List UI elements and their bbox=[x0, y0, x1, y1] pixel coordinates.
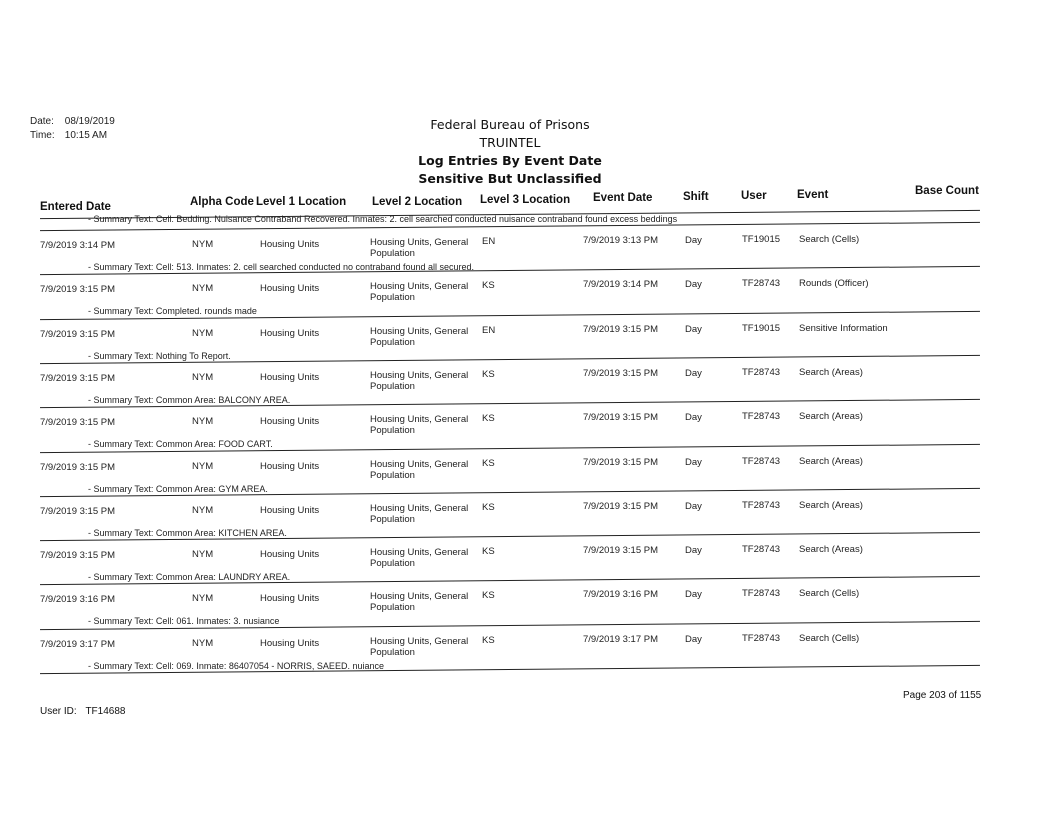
cell-user: TF28743 bbox=[742, 632, 781, 644]
cell-shift: Day bbox=[685, 633, 702, 645]
report-date bbox=[30, 116, 115, 127]
cell-shift: Day bbox=[685, 235, 702, 246]
summary-text: - Summary Text: Cell: 513. Inmates: 2. cell searched conducted no contraband found all secured. bbox=[88, 262, 475, 272]
cell-level1: Housing Units bbox=[260, 327, 320, 339]
cell-level3: KS bbox=[482, 457, 495, 469]
cell-shift: Day bbox=[685, 367, 702, 379]
cell-level1: Housing Units bbox=[260, 460, 320, 472]
cell-level2: Housing Units, General Population bbox=[370, 237, 469, 259]
cell-entered-date: 7/9/2019 3:15 PM bbox=[40, 417, 115, 429]
cell-level3: KS bbox=[482, 501, 495, 513]
col-level2: Level 2 Location bbox=[372, 196, 463, 208]
cell-level2: Housing Units, General Population bbox=[370, 547, 469, 570]
cell-level2: Housing Units, General Population bbox=[370, 325, 469, 348]
summary-text: - Summary Text: Common Area: GYM AREA. bbox=[88, 483, 268, 494]
cell-event-date: 7/9/2019 3:13 PM bbox=[583, 235, 658, 246]
cell-alpha-code: NYM bbox=[192, 637, 214, 649]
cell-entered-date: 7/9/2019 3:15 PM bbox=[40, 550, 115, 562]
title-system: TRUINTEL bbox=[479, 135, 541, 150]
cell-event-date: 7/9/2019 3:15 PM bbox=[583, 456, 658, 468]
cell-event-date: 7/9/2019 3:15 PM bbox=[583, 500, 658, 512]
time-label: Time: bbox=[30, 130, 55, 141]
col-level1: Level 1 Location bbox=[256, 196, 347, 208]
cell-event-date: 7/9/2019 3:15 PM bbox=[583, 545, 658, 557]
table-row bbox=[40, 500, 980, 544]
cell-user: TF28743 bbox=[742, 411, 781, 423]
cell-level2: Housing Units, General Population bbox=[370, 414, 469, 437]
cell-user: TF19015 bbox=[742, 234, 781, 245]
cell-level1: Housing Units bbox=[260, 593, 320, 605]
cell-shift: Day bbox=[685, 412, 702, 424]
cell-level1: Housing Units bbox=[260, 549, 320, 561]
cell-level2: Housing Units, General Population bbox=[370, 635, 469, 658]
cell-alpha-code: NYM bbox=[192, 416, 214, 428]
page-number: Page 203 of 1155 bbox=[903, 690, 982, 701]
table-row bbox=[40, 234, 980, 278]
cell-alpha-code: NYM bbox=[192, 371, 214, 383]
cell-level2: Housing Units, General Population bbox=[370, 281, 469, 304]
cell-entered-date: 7/9/2019 3:15 PM bbox=[40, 284, 115, 296]
col-event-date: Event Date bbox=[593, 192, 653, 204]
summary-text: - Summary Text: Common Area: FOOD CART. bbox=[88, 439, 273, 450]
cell-level3: KS bbox=[482, 280, 495, 292]
cell-alpha-code: NYM bbox=[192, 239, 214, 250]
cell-user: TF28743 bbox=[742, 366, 781, 378]
cell-shift: Day bbox=[685, 456, 702, 468]
cell-alpha-code: NYM bbox=[192, 593, 214, 605]
cell-shift: Day bbox=[685, 545, 702, 557]
cell-level2: Housing Units, General Population bbox=[370, 458, 469, 481]
cell-event: Search (Areas) bbox=[799, 544, 863, 556]
cell-shift: Day bbox=[685, 500, 702, 512]
col-event: Event bbox=[797, 189, 829, 201]
cell-level1: Housing Units bbox=[260, 239, 320, 250]
summary-text: - Summary Text: Completed. rounds made bbox=[88, 306, 257, 317]
col-shift: Shift bbox=[683, 191, 709, 203]
cell-alpha-code: NYM bbox=[192, 327, 214, 339]
time-value: 10:15 AM bbox=[64, 130, 108, 141]
title-report-name: Log Entries By Event Date bbox=[418, 153, 602, 168]
cell-event-date: 7/9/2019 3:17 PM bbox=[583, 633, 658, 645]
table-row bbox=[40, 544, 980, 588]
col-alpha-code: Alpha Code bbox=[190, 196, 254, 208]
date-label: Date: bbox=[30, 116, 54, 127]
cell-level3: KS bbox=[482, 413, 495, 425]
cell-user: TF28743 bbox=[742, 588, 781, 600]
summary-text: - Summary Text: Cell: 069. Inmate: 86407054 - NORRIS, SAEED. nuiance bbox=[88, 660, 384, 671]
cell-user: TF28743 bbox=[742, 278, 781, 290]
summary-text: - Summary Text: Common Area: KITCHEN AREA. bbox=[88, 527, 287, 538]
cell-event-date: 7/9/2019 3:15 PM bbox=[583, 412, 658, 424]
summary-text: - Summary Text: Cell: Bedding. Nuisance Contraband Recovered. Inmates: 2. cell searched conducted nuisance contraband found excess beddings bbox=[88, 214, 678, 224]
cell-entered-date: 7/9/2019 3:15 PM bbox=[40, 372, 115, 384]
summary-text: - Summary Text: Common Area: BALCONY AREA. bbox=[88, 394, 291, 405]
title-agency: Federal Bureau of Prisons bbox=[430, 117, 590, 132]
cell-event: Search (Cells) bbox=[799, 632, 860, 644]
date-value: 08/19/2019 bbox=[64, 116, 115, 127]
cell-level3: KS bbox=[482, 368, 495, 380]
title-classification: Sensitive But Unclassified bbox=[418, 171, 602, 186]
cell-level1: Housing Units bbox=[260, 637, 320, 649]
summary-line bbox=[40, 214, 980, 230]
cell-event-date: 7/9/2019 3:14 PM bbox=[583, 279, 658, 291]
cell-entered-date: 7/9/2019 3:14 PM bbox=[40, 240, 115, 251]
table-row bbox=[40, 367, 980, 411]
cell-level1: Housing Units bbox=[260, 504, 320, 516]
cell-entered-date: 7/9/2019 3:17 PM bbox=[40, 638, 115, 650]
col-level3: Level 3 Location bbox=[480, 194, 571, 206]
summary-text: - Summary Text: Nothing To Report. bbox=[88, 350, 231, 361]
cell-shift: Day bbox=[685, 323, 702, 335]
user-id-value: TF14688 bbox=[85, 706, 126, 717]
cell-event: Search (Areas) bbox=[799, 455, 863, 467]
cell-shift: Day bbox=[685, 279, 702, 291]
cell-event: Search (Cells) bbox=[799, 234, 860, 245]
user-id-label: User ID: bbox=[40, 706, 77, 717]
cell-event-date: 7/9/2019 3:16 PM bbox=[583, 589, 658, 601]
col-base-count: Base Count bbox=[915, 185, 979, 197]
cell-entered-date: 7/9/2019 3:15 PM bbox=[40, 461, 115, 473]
cell-event-date: 7/9/2019 3:15 PM bbox=[583, 323, 658, 335]
cell-event: Rounds (Officer) bbox=[799, 278, 869, 290]
cell-user: TF28743 bbox=[742, 544, 781, 556]
cell-user: TF28743 bbox=[742, 499, 781, 511]
summary-text: - Summary Text: Common Area: LAUNDRY AREA. bbox=[88, 572, 291, 583]
footer-user-id bbox=[40, 706, 125, 717]
report-time bbox=[30, 130, 107, 141]
cell-level2: Housing Units, General Population bbox=[370, 369, 469, 392]
cell-event: Search (Areas) bbox=[799, 411, 863, 423]
cell-alpha-code: NYM bbox=[192, 549, 214, 561]
cell-event: Search (Areas) bbox=[799, 366, 863, 378]
cell-level3: KS bbox=[482, 634, 495, 646]
cell-alpha-code: NYM bbox=[192, 460, 214, 472]
report-title bbox=[380, 116, 640, 188]
cell-event: Sensitive Information bbox=[799, 322, 888, 334]
cell-level3: KS bbox=[482, 590, 495, 602]
cell-alpha-code: NYM bbox=[192, 504, 214, 516]
cell-event: Search (Cells) bbox=[799, 588, 860, 600]
cell-entered-date: 7/9/2019 3:15 PM bbox=[40, 505, 115, 517]
col-entered-date: Entered Date bbox=[40, 201, 111, 213]
cell-shift: Day bbox=[685, 589, 702, 601]
cell-entered-date: 7/9/2019 3:15 PM bbox=[40, 328, 115, 340]
cell-level3: EN bbox=[482, 236, 496, 247]
cell-event: Search (Areas) bbox=[799, 499, 863, 511]
cell-level2: Housing Units, General Population bbox=[370, 591, 469, 614]
cell-user: TF28743 bbox=[742, 455, 781, 467]
cell-level3: EN bbox=[482, 324, 496, 336]
cell-entered-date: 7/9/2019 3:16 PM bbox=[40, 594, 115, 606]
cell-level1: Housing Units bbox=[260, 416, 320, 428]
cell-level1: Housing Units bbox=[260, 283, 320, 295]
summary-text: - Summary Text: Cell: 061. Inmates: 3. nusiance bbox=[88, 616, 280, 627]
table-row bbox=[40, 633, 980, 677]
cell-event-date: 7/9/2019 3:15 PM bbox=[583, 367, 658, 379]
cell-alpha-code: NYM bbox=[192, 283, 214, 295]
cell-level3: KS bbox=[482, 546, 495, 558]
cell-level1: Housing Units bbox=[260, 371, 320, 383]
col-user: User bbox=[741, 190, 767, 202]
cell-level2: Housing Units, General Population bbox=[370, 502, 469, 525]
cell-user: TF19015 bbox=[742, 322, 781, 334]
